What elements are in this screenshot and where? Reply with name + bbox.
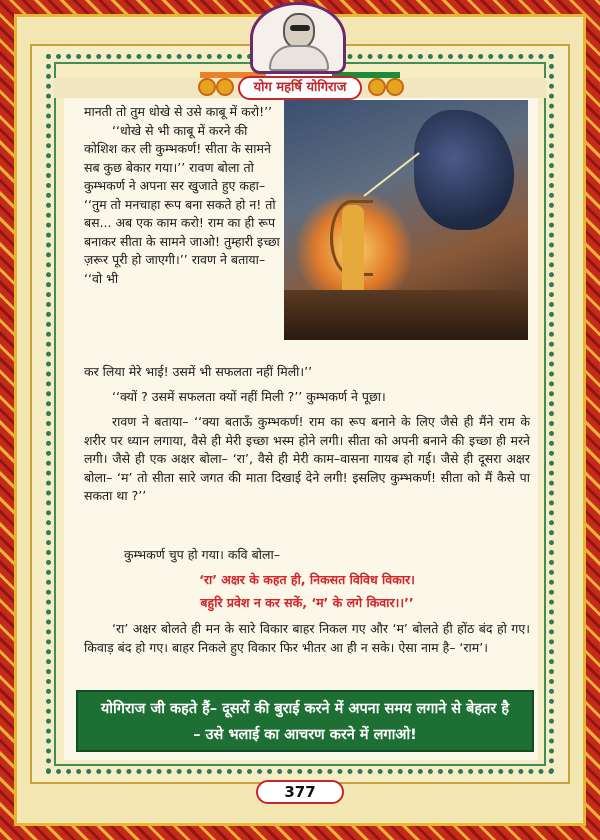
banner-line: योगिराज जी कहते हैं– दूसरों की बुराई करने में अपना समय लगाने से बेहतर है	[100, 701, 510, 717]
continuation-line: कर लिया मेरे भाई! उसमें भी सफलता नहीं मिली।’’	[84, 364, 313, 379]
flower-icon	[200, 80, 214, 94]
paragraph: ‘‘क्यों ? उसमें सफलता क्यों नहीं मिली ?’’ कुम्भकर्ण ने पूछा।	[112, 389, 386, 404]
ravana-figure	[414, 110, 514, 230]
quote-banner	[76, 690, 534, 752]
flower-icon	[218, 80, 232, 94]
portrait-body	[269, 45, 329, 71]
portrait-face	[283, 13, 315, 49]
paragraph: ‘रा’ अक्षर बोलते ही मन के सारे विकार बाहर निकल गए और ‘म’ बोलते ही होंठ बंद हो गए। किवाड़ बंद हो गए। बाहर निकले हुए विकार फिर भीतर आ ही न सके। ऐसा नाम है– ‘राम’।	[84, 621, 530, 655]
arrow-icon	[363, 152, 419, 197]
verse-line: ‘रा’ अक्षर के कहत ही, निकसत विविध विकार।	[199, 572, 415, 587]
verse-line: बहुरि प्रवेश न कर सकें, ‘म’ के लगे किवार।।’’	[200, 595, 414, 610]
glasses-icon	[290, 25, 310, 31]
paragraph: रावण ने बताया– ‘‘क्या बताऊँ कुम्भकर्ण! राम का रूप बनाने के लिए जैसे ही मैंने राम के शरीर पर ध्यान लगाया, वैसे ही मेरी इच्छा भस्म होने लगी। सीता को अपनी बनाने की इच्छा ही मरने लगी। जैसे ही एक अक्षर बोला– ‘रा’, वैसे ही मेरी काम–वासना गायब हो गई। जैसे ही दूसरा अक्षर बोला– ‘म’ तो सीता सारे जगत की माता दिखाई देने लगी! इसलिए कुम्भकर्ण! सीता को मैं कैसे पा सकता था ?’’	[84, 414, 530, 503]
rama-figure	[342, 205, 364, 295]
battlefield-ground	[284, 290, 528, 340]
flower-icon	[370, 80, 384, 94]
guru-portrait-badge	[250, 2, 346, 74]
paragraph: मानती तो तुम धोखे से उसे काबू में करो!’’	[84, 104, 273, 119]
illustration-rama-ravana	[284, 100, 528, 340]
paragraph: कुम्भकर्ण चुप हो गया। कवि बोला–	[124, 547, 280, 562]
top-text-block	[84, 103, 280, 288]
paragraph: ‘‘धोखे से भी काबू में करने की कोशिश कर ली कुम्भकर्ण! सीता के सामने सब कुछ बेकार गया।’’ रावण बोला तो कुम्भकर्ण ने अपना सर खुजाते हुए कहा– ‘‘तुम तो मनचाहा रूप बना सकते हो न! तो बस... अब एक काम करो! राम का ही रूप बनाकर सीता के सामने जाओ! तुम्हारी इच्छा ज़रूर पूरी हो जाएगी।’’ रावण ने बताया– ‘‘वो भी	[84, 122, 280, 286]
header-label: योग महर्षि योगिराज	[238, 76, 362, 100]
banner-line: – उसे भलाई का आचरण करने में लगाओ!	[193, 727, 417, 743]
flower-icon	[388, 80, 402, 94]
page-number: 377	[256, 780, 344, 804]
